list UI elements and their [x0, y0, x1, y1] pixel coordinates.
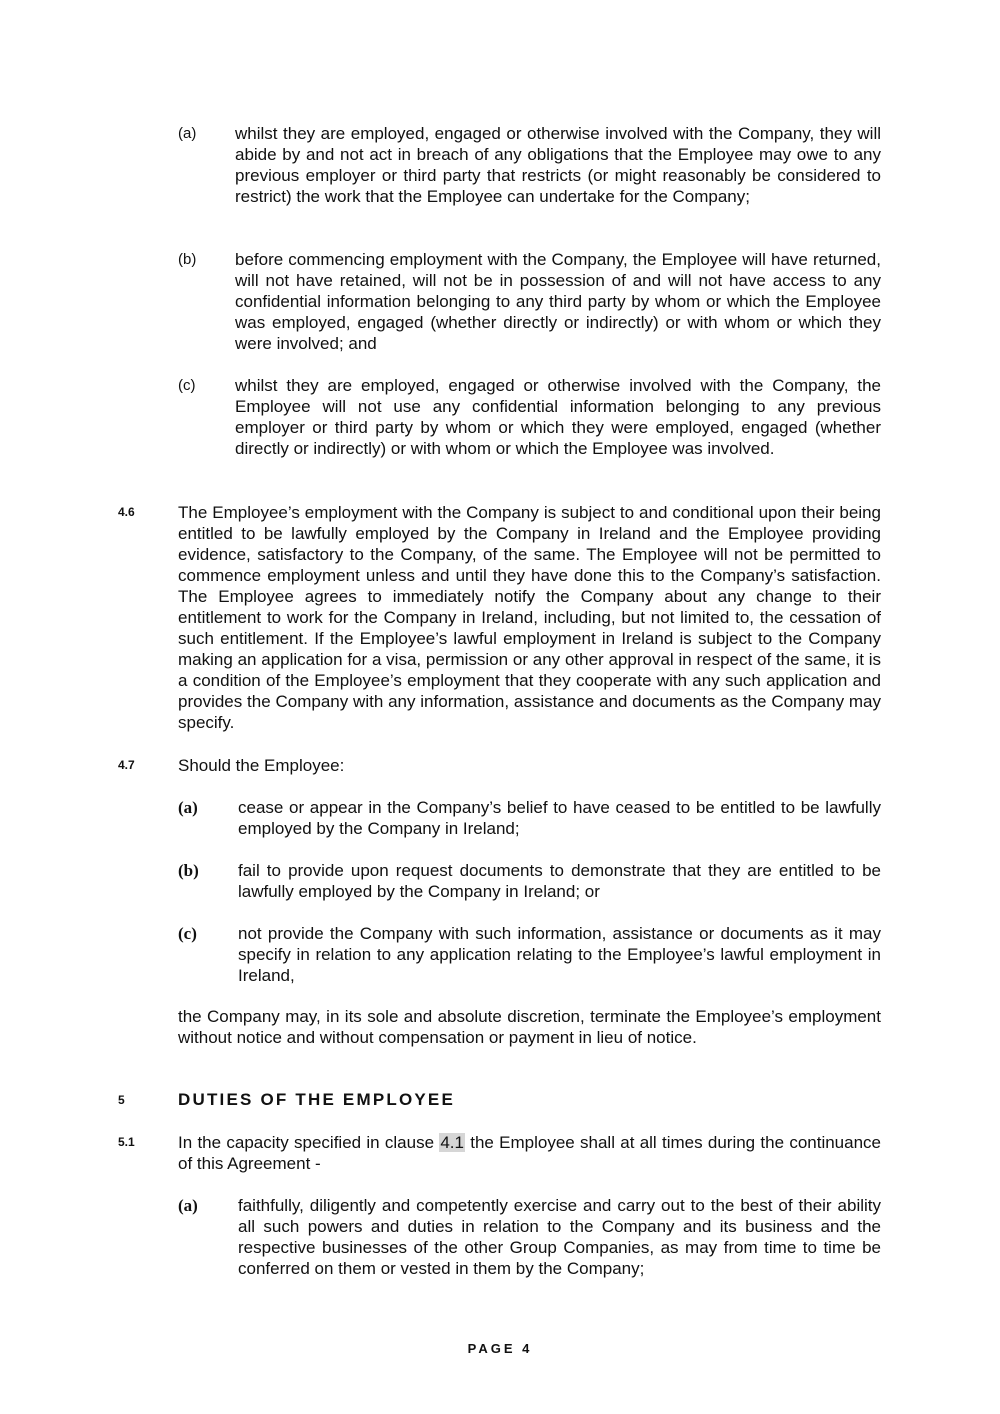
clause-4-5-item-label: (c) [178, 377, 196, 394]
clause-4-7-conclusion: the Company may, in its sole and absolute discretion, terminate the Employee’s employment without notice and without compensation or payment in lieu of notice. [178, 1007, 881, 1047]
clause-4-7-number: 4.7 [118, 758, 135, 772]
clause-4-5-item-text: before commencing employment with the Company, the Employee will have returned, will not have retained, will not be in possession of and will not have access to any confidential information belonging to any third party by whom or which the Employee was employed, engaged (whether directly or indirectly) or with whom or which they were involved; and [235, 250, 881, 353]
clause-5-1-text-after: the Employee shall at all times during the continuance of this Agreement - [178, 1133, 882, 1173]
clause-4-5-item-label: (b) [178, 251, 197, 268]
clause-4-5-item-text: whilst they are employed, engaged or otherwise involved with the Company, the Employee will not use any confidential information belonging to any previous employer or third party by whom or which they were employed, engaged (whether directly or indirectly) or with whom or which the Employee was involved. [235, 376, 881, 458]
section-5-number: 5 [118, 1093, 125, 1107]
clause-5-1-item-label: (a) [178, 1196, 198, 1215]
clause-5-1-item-text: faithfully, diligently and competently exercise and carry out to the best of their ability all such powers and duties in relation to the Company and its business and the respective businesses of the other Group Companies, as may from time to time be conferred on them or vested in them by the Company; [238, 1196, 881, 1278]
clause-4-5-item-text: whilst they are employed, engaged or otherwise involved with the Company, they will abide by and not act in breach of any obligations that the Employee may owe to any previous employer or third party that restricts (or might reasonably be considered to restrict) the work that the Employee can undertake for the Company; [235, 124, 881, 206]
clause-5-1-number: 5.1 [118, 1135, 135, 1149]
clause-4-7-item-text: cease or appear in the Company’s belief to have ceased to be entitled to be lawfully employed by the Company in Ireland; [238, 798, 881, 838]
clause-4-7-item-label: (b) [178, 861, 199, 880]
clause-4-6-number: 4.6 [118, 505, 135, 519]
clause-5-1-text [178, 1132, 881, 1174]
clause-cross-reference-link[interactable]: 4.1 [440, 1133, 464, 1152]
clause-4-6-text: The Employee’s employment with the Company is subject to and conditional upon their being entitled to be lawfully employed by the Company in Ireland and the Employee providing evidence, satisfactory to the Company, of the same. The Employee will not be permitted to commence employment unless and until they have done this to the Company’s satisfaction. The Employee agrees to immediately notify the Company about any change to their entitlement to work for the Company in Ireland, including, but not limited to, the cessation of such entitlement. If the Employee’s lawful employment in Ireland is subject to the Company making an application for a visa, permission or any other approval in respect of the same, it is a condition of the Employee’s employment that they cooperate with any such application and provides the Company with any information, assistance and documents as the Company may specify. [178, 503, 881, 732]
clause-4-7-item-text: not provide the Company with such information, assistance or documents as it may specify in relation to any application relating to the Employee’s lawful employment in Ireland, [238, 924, 881, 985]
clause-4-7-item-label: (c) [178, 924, 197, 943]
clause-4-7-item-label: (a) [178, 798, 198, 817]
clause-5-1-text-before: In the capacity specified in clause [178, 1133, 440, 1152]
clause-4-7-item-text: fail to provide upon request documents to demonstrate that they are entitled to be lawfully employed by the Company in Ireland; or [238, 861, 881, 901]
section-5-title: DUTIES OF THE EMPLOYEE [178, 1090, 455, 1109]
page-number: PAGE 4 [467, 1341, 533, 1356]
clause-4-5-item-label: (a) [178, 125, 197, 142]
clause-4-7-intro: Should the Employee: [178, 756, 345, 775]
